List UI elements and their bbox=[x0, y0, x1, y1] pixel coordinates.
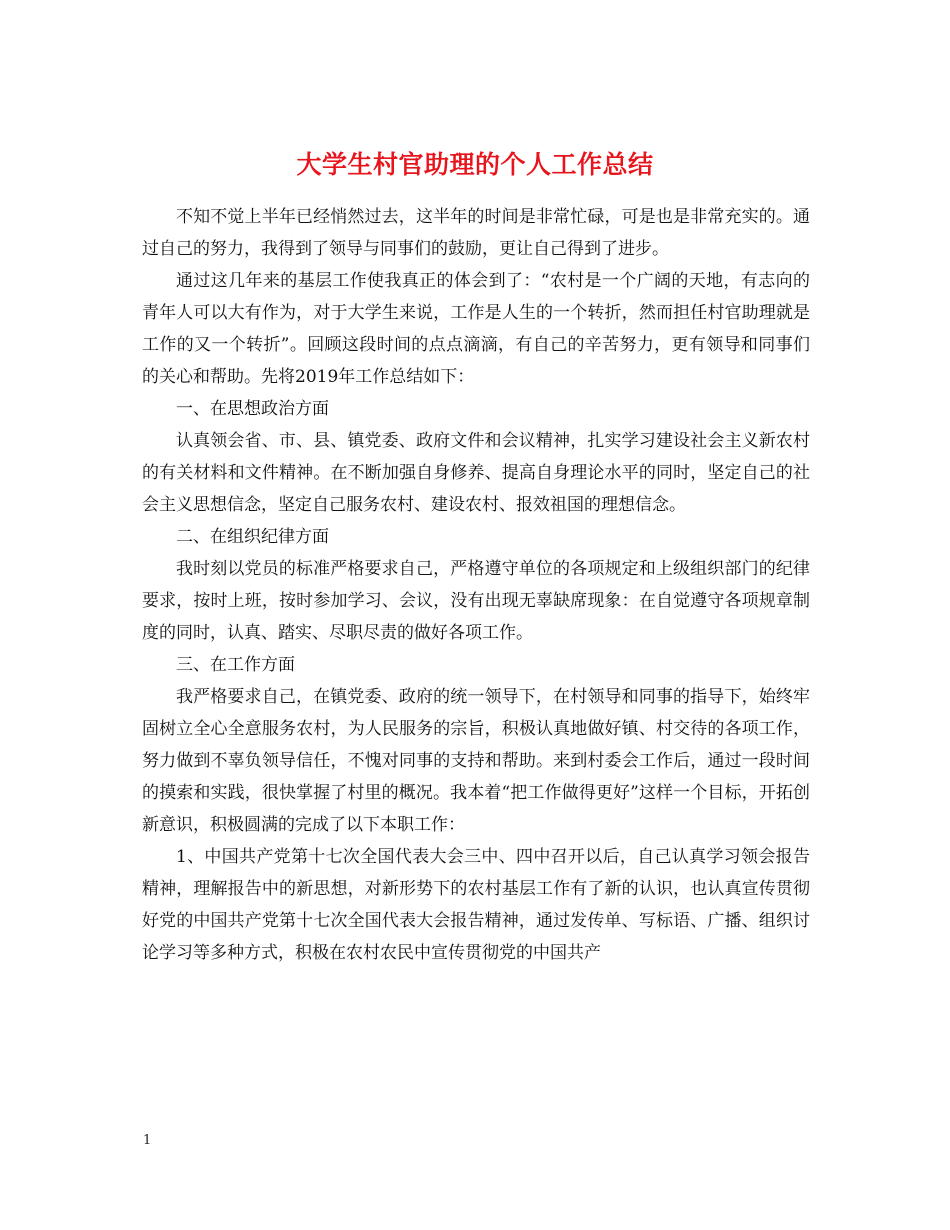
section-heading-discipline: 二、在组织纪律方面 bbox=[176, 527, 329, 547]
paragraph-politics: 认真领会省、市、县、镇党委、政府文件和会议精神，扎实学习建设社会主义新农村的有关材料和文件精神。在不断加强自身修养、提高自身理论水平的同时，坚定自己的社会主义思想信念，坚定自己服务农村、建设农村、报效祖国的理想信念。 bbox=[142, 431, 810, 515]
section-heading-politics: 一、在思想政治方面 bbox=[176, 399, 329, 419]
paragraph-summary-lead: 通过这几年来的基层工作使我真正的体会到了：“农村是一个广阔的天地，有志向的青年人可以大有作为，对于大学生来说，工作是人生的一个转折，然而担任村官助理就是工作的又一个转折”。回顾这段时间的点点滴滴，有自己的辛苦努力，更有领导和同事们的关心和帮助。先将2019年工作总结如下： bbox=[142, 271, 810, 387]
document-title: 大学生村官助理的个人工作总结 bbox=[296, 149, 654, 179]
paragraph-item-1: 1、中国共产党第十七次全国代表大会三中、四中召开以后，自己认真学习领会报告精神，理解报告中的新思想，对新形势下的农村基层工作有了新的认识，也认真宣传贯彻好党的中国共产党第十七次全国代表大会报告精神，通过发传单、写标语、广播、组织讨论学习等多种方式，积极在农村农民中宣传贯彻党的中国共产 bbox=[142, 847, 810, 963]
paragraph-discipline: 我时刻以党员的标准严格要求自己，严格遵守单位的各项规定和上级组织部门的纪律要求，按时上班，按时参加学习、会议，没有出现无辜缺席现象：在自觉遵守各项规章制度的同时，认真、踏实、尽职尽责的做好各项工作。 bbox=[142, 559, 810, 643]
paragraph-work: 我严格要求自己，在镇党委、政府的统一领导下，在村领导和同事的指导下，始终牢固树立全心全意服务农村，为人民服务的宗旨，积极认真地做好镇、村交待的各项工作，努力做到不辜负领导信任，不愧对同事的支持和帮助。来到村委会工作后，通过一段时间的摸索和实践，很快掌握了村里的概况。我本着“把工作做得更好”这样一个目标，开拓创新意识，积极圆满的完成了以下本职工作： bbox=[142, 687, 810, 835]
section-heading-work: 三、在工作方面 bbox=[176, 655, 295, 675]
document-body bbox=[142, 201, 810, 969]
page-number: 1 bbox=[143, 1133, 152, 1148]
paragraph-intro: 不知不觉上半年已经悄然过去，这半年的时间是非常忙碌，可是也是非常充实的。通过自己的努力，我得到了领导与同事们的鼓励，更让自己得到了进步。 bbox=[142, 207, 810, 259]
